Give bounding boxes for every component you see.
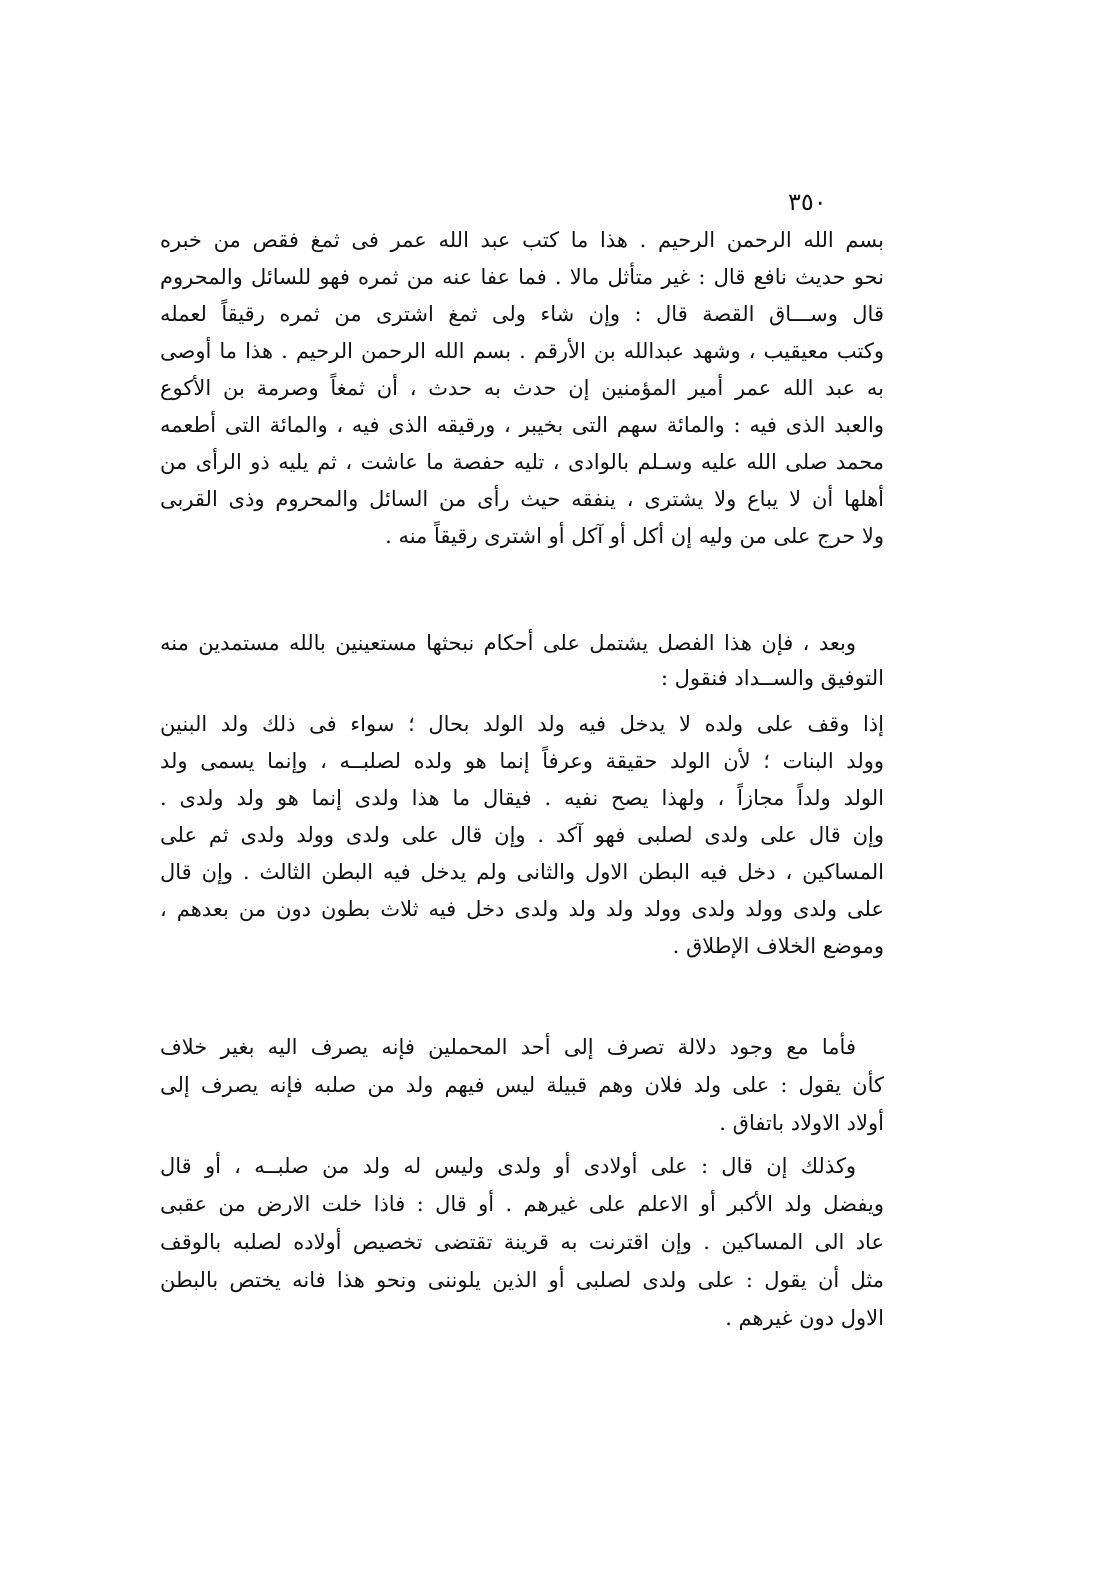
text-line: كأن يقول : على ولد فلان وهم قبيلة ليس فيهم ولد من صلبه فإنه يصرف إلى xyxy=(160,1073,884,1097)
intro-paragraph xyxy=(160,626,884,696)
text-line: نحو حديث نافع قال : غير متأثل مالا . فما عفا عنه من ثمره فهو للسائل والمحروم xyxy=(160,265,884,289)
page-number: ٣٥٠ xyxy=(788,188,827,216)
text-line: إذا وقف على ولده لا يدخل فيه ولد الولد بحال ؛ سواء فى ذلك ولد البنين xyxy=(160,712,884,736)
paragraph-waqf-on-son xyxy=(160,706,884,965)
text-line: على ولدى وولد ولدى وولد ولد ولد ولدى دخل فيه ثلاث بطون دون من بعدهم ، xyxy=(160,897,884,921)
text-line: وولد البنات ؛ لأن الولد حقيقة وعرفاً إنما هو ولده لصلبــه ، وإنما يسمى ولد xyxy=(160,749,884,773)
text-line: الولد ولداً مجازاً ، ولهذا يصح نفيه . فيقال ما هذا ولدى إنما هو ولد ولدى . xyxy=(160,786,884,810)
text-line: وكذلك إن قال : على أولادى أو ولدى وليس له ولد من صلبــه ، أو قال xyxy=(160,1154,856,1178)
text-line: ويفضل ولد الأكبر أو الاعلم على غيرهم . أو قال : فاذا خلت الارض من عقبى xyxy=(160,1192,884,1216)
text-line: عاد الى المساكين . وإن اقترنت به قرينة تقتضى تخصيص أولاده لصلبه بالوقف xyxy=(160,1230,884,1254)
text-line: محمد صلى الله عليه وسـلم بالوادى ، تليه حفصة ما عاشت ، ثم يليه ذو الرأى من xyxy=(160,450,884,474)
text-line: التوفيق والســداد فنقول : xyxy=(660,666,884,690)
text-line: أولاد الاولاد باتفاق . xyxy=(719,1111,884,1135)
text-line: أهلها أن لا يباع ولا يشترى ، ينفقه حيث رأى من السائل والمحروم وذى القربى xyxy=(160,487,884,511)
text-line: فأما مع وجود دلالة تصرف إلى أحد المحملين فإنه يصرف اليه بغير خلاف xyxy=(160,1035,856,1059)
text-line: ولا حرج على من وليه إن أكل أو آكل أو اشترى رقيقاً منه . xyxy=(385,524,884,548)
text-line: بسم الله الرحمن الرحيم . هذا ما كتب عبد الله عمر فى ثمغ فقص من خبره xyxy=(160,228,884,252)
text-line: مثل أن يقول : على ولدى لصلبى أو الذين يلوننى ونحو هذا فانه يختص بالبطن xyxy=(160,1268,884,1292)
text-line: المساكين ، دخل فيه البطن الاول والثانى ولم يدخل فيه البطن الثالث . وإن قال xyxy=(160,860,884,884)
text-line: الاول دون غيرهم . xyxy=(725,1306,884,1330)
text-line: قال وســـاق القصة قال : وإن شاء ولى ثمغ اشترى من ثمره رقيقاً لعمله xyxy=(160,302,884,326)
quoted-waqf-document xyxy=(160,222,884,555)
text-line: وكتب معيقيب ، وشهد عبدالله بن الأرقم . بسم الله الرحمن الرحيم . هذا ما أوصى xyxy=(160,339,884,363)
text-line: وإن قال على ولدى لصلبى فهو آكد . وإن قال على ولدى وولد ولدى ثم على xyxy=(160,823,884,847)
text-line: والعبد الذى فيه : والمائة سهم التى بخيبر ، ورقيقه الذى فيه ، والمائة التى أطعمه xyxy=(160,413,884,437)
paragraph-indicative-evidence xyxy=(160,1028,884,1142)
text-line: وموضع الخلاف الإطلاق . xyxy=(672,934,884,958)
paragraph-likewise xyxy=(160,1147,884,1337)
text-line: وبعد ، فإن هذا الفصل يشتمل على أحكام نبحثها مستعينين بالله مستمدين منه xyxy=(160,631,856,655)
text-line: به عبد الله عمر أمير المؤمنين إن حدث به حدث ، أن ثمغاً وصرمة بن الأكوع xyxy=(160,376,884,400)
